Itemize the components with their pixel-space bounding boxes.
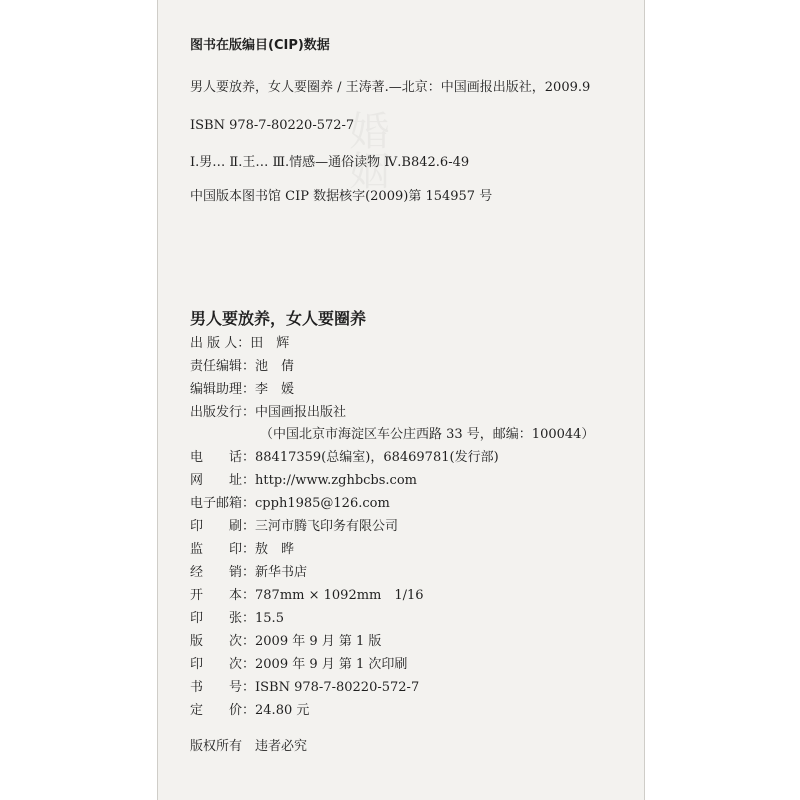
detail-website	[190, 473, 417, 489]
detail-book-number	[190, 680, 419, 696]
cip-classification: Ⅰ.男… Ⅱ.王… Ⅲ.情感—通俗读物 Ⅳ.B842.6-49	[190, 155, 470, 170]
detail-label: 出 版 人：	[190, 336, 251, 351]
detail-label: 版 次：	[190, 634, 256, 649]
detail-edition	[190, 634, 381, 650]
detail-label: 印 次：	[190, 657, 256, 672]
detail-label: 电子邮箱：	[190, 496, 256, 511]
detail-label: 印 张：	[190, 611, 256, 626]
cip-heading: 图书在版编目(CIP)数据	[190, 38, 330, 53]
detail-address	[260, 427, 594, 443]
detail-value: 中国画报出版社	[255, 405, 347, 420]
copyright-notice: 版权所有 违者必究	[190, 739, 308, 754]
detail-value: 787mm × 1092mm 1/16	[255, 588, 424, 603]
detail-value: 2009 年 9 月 第 1 版	[255, 634, 382, 649]
detail-value: 15.5	[255, 611, 284, 626]
copyright-page	[157, 0, 645, 800]
detail-label: 印 刷：	[190, 519, 256, 534]
detail-value: 2009 年 9 月 第 1 次印刷	[255, 657, 408, 672]
detail-price	[190, 703, 309, 719]
detail-value: cpph1985@126.com	[255, 496, 390, 511]
detail-label: 经 销：	[190, 565, 256, 580]
detail-value: ISBN 978-7-80220-572-7	[255, 680, 420, 695]
detail-label: 电 话：	[190, 450, 256, 465]
detail-publisher-person	[190, 336, 289, 352]
detail-value: 24.80 元	[255, 703, 310, 718]
detail-label: 书 号：	[190, 680, 256, 695]
book-title: 男人要放养，女人要圈养	[190, 309, 367, 328]
detail-value: 田 辉	[250, 336, 290, 351]
detail-editor	[190, 359, 294, 375]
cip-isbn: ISBN 978-7-80220-572-7	[190, 118, 355, 133]
cip-record: 中国版本图书馆 CIP 数据核字(2009)第 154957 号	[190, 189, 493, 204]
detail-supervisor	[190, 542, 294, 558]
detail-format	[190, 588, 424, 604]
detail-label: 监 印：	[190, 542, 256, 557]
detail-phone	[190, 450, 499, 466]
detail-value: 88417359(总编室)，68469781(发行部)	[255, 450, 499, 465]
detail-value: 池 倩	[255, 359, 295, 374]
detail-printer	[190, 519, 398, 535]
detail-email	[190, 496, 390, 512]
detail-printing	[190, 657, 407, 673]
detail-label: 网 址：	[190, 473, 256, 488]
detail-value: 新华书店	[255, 565, 308, 580]
detail-seller	[190, 565, 307, 581]
cip-entry: 男人要放养，女人要圈养 / 王涛著.—北京：中国画报出版社，2009.9	[190, 80, 591, 95]
detail-label: 定 价：	[190, 703, 256, 718]
detail-sheets	[190, 611, 284, 627]
show-through-text: 婚姻	[343, 110, 389, 190]
detail-label: 责任编辑：	[190, 359, 256, 374]
detail-editor-assistant	[190, 382, 294, 398]
detail-distributor	[190, 405, 346, 421]
detail-label: 编辑助理：	[190, 382, 256, 397]
detail-value: http://www.zghbcbs.com	[255, 473, 417, 488]
detail-label: 开 本：	[190, 588, 256, 603]
detail-value: 三河市腾飞印务有限公司	[255, 519, 399, 534]
detail-value: 敖 晔	[255, 542, 295, 557]
detail-value: （中国北京市海淀区车公庄西路 33 号，邮编：100044）	[260, 427, 595, 442]
detail-label: 出版发行：	[190, 405, 256, 420]
detail-value: 李 媛	[255, 382, 295, 397]
